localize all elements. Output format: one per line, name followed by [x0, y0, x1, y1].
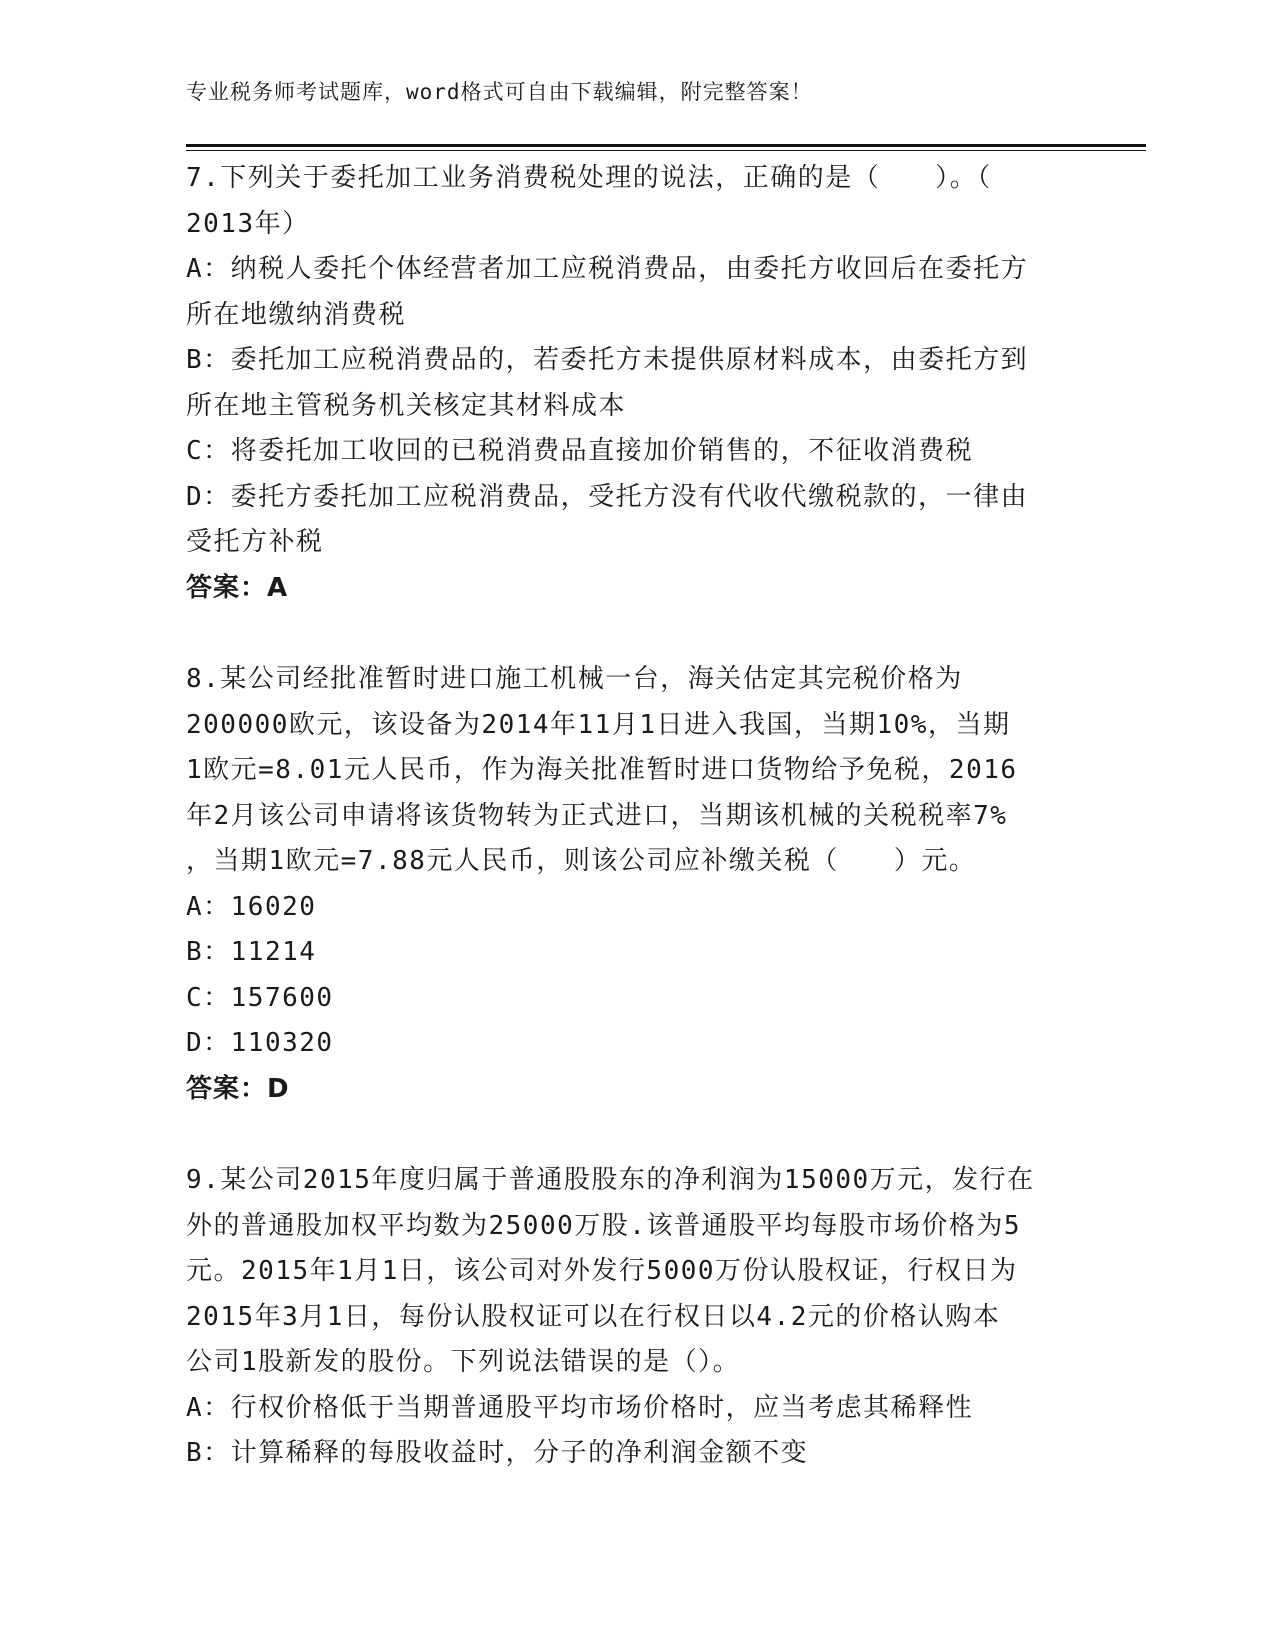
question-8 — [186, 657, 1086, 1112]
option-a: A：纳税人委托个体经营者加工应税消费品，由委托方收回后在委托方 — [186, 254, 1029, 284]
header-rule-thick — [186, 144, 1146, 147]
option-c: C：将委托加工收回的已税消费品直接加价销售的，不征收消费税 — [186, 436, 974, 466]
option-d: D：110320 — [186, 1028, 334, 1058]
question-stem-line: 年2月该公司申请将该货物转为正式进口，当期该机械的关税税率7% — [186, 800, 1008, 831]
question-9 — [186, 1158, 1086, 1477]
option-d-continued: 受托方补税 — [186, 527, 324, 557]
option-a: A：16020 — [186, 891, 317, 922]
page-header: 专业税务师考试题库，word格式可自由下载编辑，附完整答案！ — [186, 80, 813, 104]
question-stem-line: 元。2015年1月1日，该公司对外发行5000万份认股权证，行权日为 — [186, 1256, 1018, 1286]
question-stem-line: 7.下列关于委托加工业务消费税处理的说法，正确的是（ ）。（ — [186, 163, 992, 193]
header-rule-thin — [186, 150, 1146, 151]
question-spacer — [186, 611, 1086, 657]
option-b: B：委托加工应税消费品的，若委托方未提供原材料成本，由委托方到 — [186, 345, 1029, 375]
answer: 答案：D — [186, 1073, 290, 1104]
question-stem-line: 公司1股新发的股份。下列说法错误的是（）。 — [186, 1347, 741, 1377]
option-b-continued: 所在地主管税务机关核定其材料成本 — [186, 390, 627, 421]
option-a: A：行权价格低于当期普通股平均市场价格时，应当考虑其稀释性 — [186, 1392, 974, 1423]
question-stem-line: 1欧元=8.01元人民币，作为海关批准暂时进口货物给予免税，2016 — [186, 755, 1018, 785]
question-stem-line: 8.某公司经批准暂时进口施工机械一台，海关估定其完税价格为 — [186, 664, 963, 694]
option-b: B：计算稀释的每股收益时，分子的净利润金额不变 — [186, 1438, 809, 1468]
option-c: C：157600 — [186, 982, 334, 1013]
answer: 答案：A — [186, 572, 289, 603]
question-stem-line: 200000欧元，该设备为2014年11月1日进入我国，当期10%，当期 — [186, 709, 1011, 740]
question-spacer — [186, 1112, 1086, 1158]
question-7 — [186, 156, 1086, 611]
question-stem-line: 2013年） — [186, 208, 310, 239]
option-a-continued: 所在地缴纳消费税 — [186, 299, 407, 330]
question-stem-line: ，当期1欧元=7.88元人民币，则该公司应补缴关税（ ）元。 — [186, 846, 977, 876]
question-stem-line: 9.某公司2015年度归属于普通股股东的净利润为15000万元，发行在 — [186, 1165, 1035, 1195]
question-list — [186, 156, 1086, 1477]
option-b: B：11214 — [186, 937, 317, 967]
question-stem-line: 2015年3月1日，每份认股权证可以在行权日以4.2元的价格认购本 — [186, 1301, 1001, 1332]
question-stem-line: 外的普通股加权平均数为25000万股.该普通股平均每股市场价格为5 — [186, 1210, 1022, 1241]
option-d: D：委托方委托加工应税消费品，受托方没有代收代缴税款的，一律由 — [186, 481, 1029, 512]
